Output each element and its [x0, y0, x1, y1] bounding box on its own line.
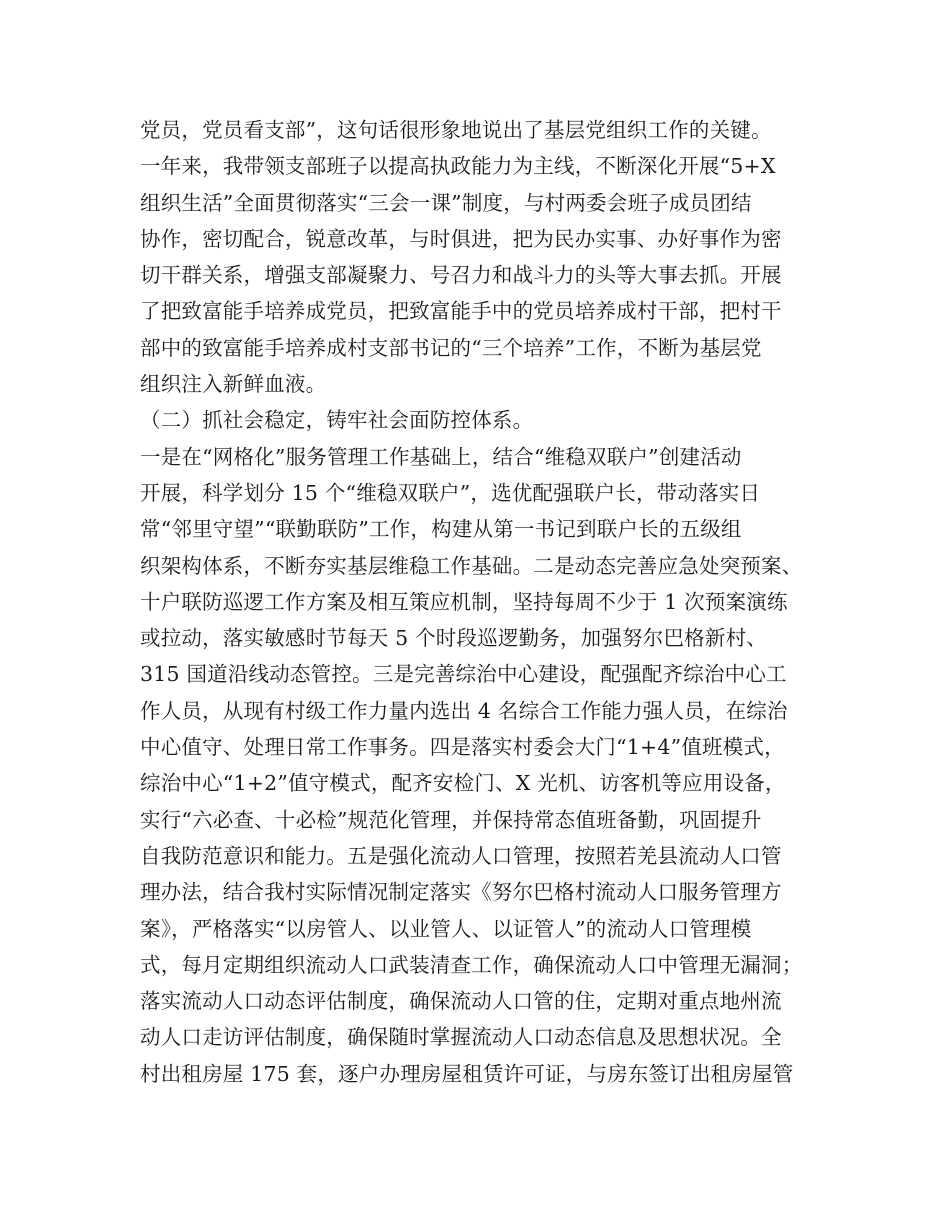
text-line: 协作，密切配合，锐意改革，与时俱进，把为民办实事、办好事作为密: [140, 226, 782, 251]
text-line: 一年来，我带领支部班子以提高执政能力为主线，不断深化开展“5+X: [140, 154, 776, 179]
text-line: 常“邻里守望”“联勤联防”工作，构建从第一书记到联户长的五级组: [140, 517, 742, 542]
section-heading: （二）抓社会稳定，铸牢社会面防控体系。: [140, 408, 534, 433]
text-line: 315 国道沿线动态管控。三是完善综治中心建设，配强配齐综治中心工: [140, 662, 787, 687]
text-line: 开展，科学划分 15 个“维稳双联户”，选优配强联户长，带动落实日: [140, 480, 761, 505]
text-line: 或拉动，落实敏感时节每天 5 个时段巡逻勤务，加强努尔巴格新村、: [140, 626, 767, 651]
text-line: 动人口走访评估制度，确保随时掌握流动人口动态信息及思想状况。全: [140, 1025, 782, 1050]
text-line: 村出租房屋 175 套，逐户办理房屋租赁许可证，与房东签订出租房屋管: [140, 1061, 794, 1086]
text-line: 党员，党员看支部”，这句话很形象地说出了基层党组织工作的关键。: [140, 118, 772, 142]
text-line: 自我防范意识和能力。五是强化流动人口管理，按照若羌县流动人口管: [140, 843, 782, 868]
text-line: 织架构体系，不断夯实基层维稳工作基础。二是动态完善应急处突预案、: [140, 553, 803, 578]
text-line: 了把致富能手培养成党员，把致富能手中的党员培养成村干部，把村干: [140, 299, 782, 324]
text-line: 一是在“网格化”服务管理工作基础上，结合“维稳双联户”创建活动: [140, 444, 742, 469]
text-line: 综治中心“1+2”值守模式，配齐安检门、X 光机、访客机等应用设备，: [140, 771, 786, 796]
text-line: 落实流动人口动态评估制度，确保流动人口管的住，定期对重点地州流: [140, 989, 782, 1014]
text-line: 组织注入新鲜血液。: [140, 372, 327, 397]
text-line: 式，每月定期组织流动人口武装清查工作，确保流动人口中管理无漏洞；: [140, 952, 803, 977]
text-line: 中心值守、处理日常工作事务。四是落实村委会大门“1+4”值班模式，: [140, 735, 785, 760]
text-line: 理办法，结合我村实际情况制定落实《努尔巴格村流动人口服务管理方: [140, 880, 782, 905]
text-line: 切干群关系，增强支部凝聚力、号召力和战斗力的头等大事去抓。开展: [140, 263, 782, 288]
document-body: [140, 112, 840, 1092]
text-line: 实行“六必查、十必检”规范化管理，并保持常态值班备勤，巩固提升: [140, 807, 762, 832]
text-line: 案》，严格落实“以房管人、以业管人、以证管人”的流动人口管理模: [140, 916, 752, 941]
text-line: 部中的致富能手培养成村支部书记的“三个培养”工作，不断为基层党: [140, 335, 762, 360]
text-line: 组织生活”全面贯彻落实“三会一课”制度，与村两委会班子成员团结: [140, 190, 752, 215]
text-line: 十户联防巡逻工作方案及相互策应机制，坚持每周不少于 1 次预案演练: [140, 589, 788, 614]
text-line: 作人员，从现有村级工作力量内选出 4 名综合工作能力强人员，在综治: [140, 698, 788, 723]
